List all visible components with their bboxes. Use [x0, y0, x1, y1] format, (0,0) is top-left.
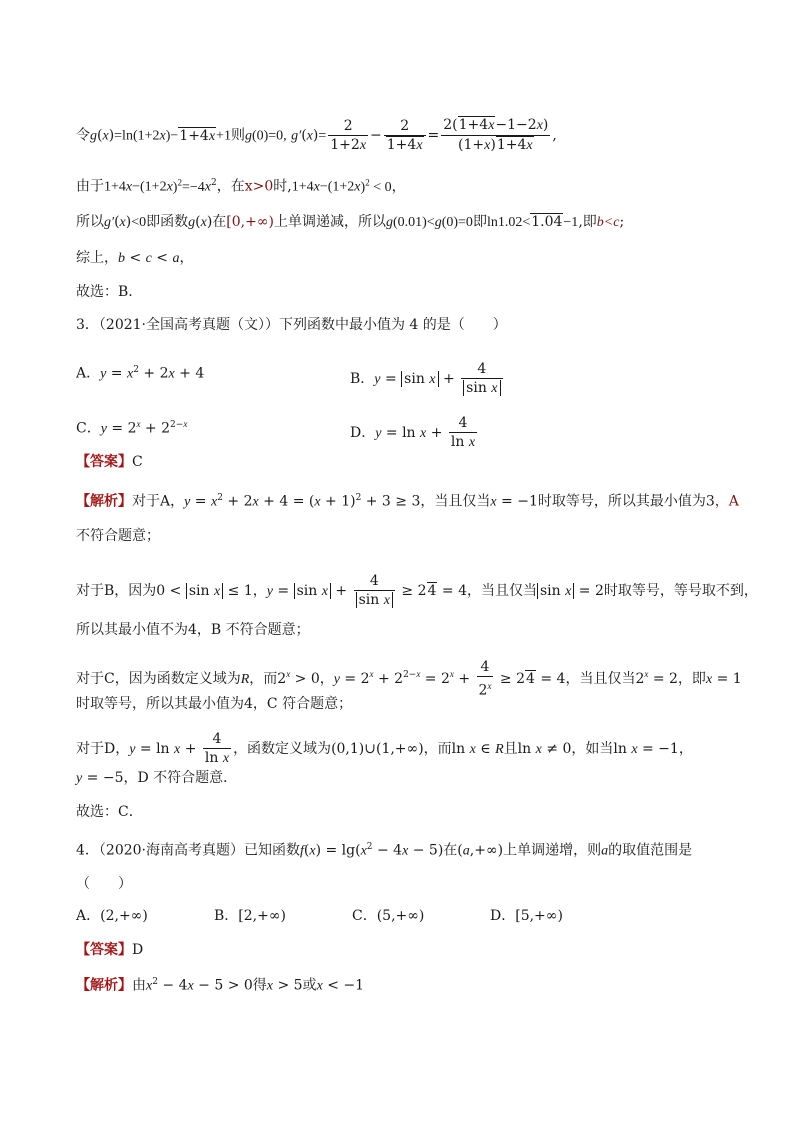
- q4-option-d: D．[5,+∞): [490, 908, 563, 924]
- q3-answer: 【答案】C: [76, 454, 143, 470]
- q3-analysis-c: 对于C，因为函数定义域为R，而$2^x > 0$，$y = 2^x + 2^{2-x} = 2^x$ + $\frac{4}{2^x}$ ≥ 24 = 4，当且仅当$2^x = 2$，即x = 1: [76, 659, 742, 699]
- q3-option-c: C．$y = 2^x + 2^{2-x}$: [76, 419, 188, 437]
- q3-analysis-d-2: y = −5，D 不符合题意．: [76, 770, 238, 786]
- q4-paren: （ ）: [76, 876, 132, 892]
- q3-conclusion: 故选：C．: [76, 804, 143, 820]
- q3-analysis-c-2: 时取等号，所以其最小值为4，C 符合题意；: [76, 696, 353, 712]
- q3-analysis-a: 【解析】对于A，$y = x^2 + 2x + 4 = (x + 1)^2 + 3 \ge 3$，当且仅当x = −1时取等号，所以其最小值为3，A: [76, 493, 739, 510]
- q4-option-b: B．[2,+∞): [214, 908, 286, 924]
- proof-line-4: 综上，b < c < a，: [76, 250, 194, 266]
- proof-line-2: 由于$1+4x-(1+2x)^2=-4x^2$，在x>0时$,1+4x-(1+2x)^2 < 0$，: [76, 177, 406, 195]
- q3-option-b: B．y = sin x + $\frac{4}{\text{sin x}}$: [350, 360, 505, 398]
- q4-stem: 4．（2020·海南高考真题）已知函数$f(x) = \lg(x^2 - 4x - 5)$在(a,+∞)上单调递增，则a的取值范围是: [76, 842, 693, 859]
- q4-answer: 【答案】D: [76, 942, 144, 958]
- proof-line-1: 令g(x)=ln(1+2x)−1+4x+1则g(0)=0, g′(x)= $\frac{2}{1+2x}$ − $\frac{2}{1+4x}$ = $\frac{2(1+4x-1-2x)}{(1+x)1+4x}$ ,: [76, 117, 557, 153]
- q4-option-c: C．(5,+∞): [352, 908, 425, 924]
- proof-conclusion: 故选：B.: [76, 284, 133, 300]
- q3-analysis-b-2: 所以其最小值不为4，B 不符合题意；: [76, 622, 310, 638]
- proof-line-3: 所以g′(x)<0即函数g(x)在[0,+∞)上单调递减，所以g(0.01)<g(0)=0即ln1.02<1.04−1,即b<c;: [76, 214, 625, 230]
- q3-analysis-b: 对于B，因为0 < sin x ≤ 1，y = sin x + $\frac{4}{\text{sin x}}$ ≥ 24 = 4，当且仅当 sin x = 2时取等号，等号取不到，: [76, 573, 758, 608]
- q4-analysis: 【解析】由$x^2 - 4x - 5 > 0$得x > 5或x < −1: [76, 977, 365, 994]
- q3-analysis-d: 对于D，y = ln x + $\frac{4}{\text{ln x}}$ ，函数定义域为(0,1)∪(1,+∞)，而ln x ∈ R且ln x ≠ 0，如当ln x = −1，: [76, 731, 693, 766]
- q4-option-a: A．(2,+∞): [76, 908, 148, 924]
- q3-stem: 3．（2021·全国高考真题（文））下列函数中最小值为 4 的是（ ）: [76, 317, 507, 333]
- q3-option-d: D．y = ln x + $\frac{4}{\text{ln x}}$: [350, 415, 476, 450]
- q3-analysis-a-2: 不符合题意；: [76, 528, 160, 544]
- q3-option-a: A．$y = x^2 + 2x + 4$: [76, 365, 205, 382]
